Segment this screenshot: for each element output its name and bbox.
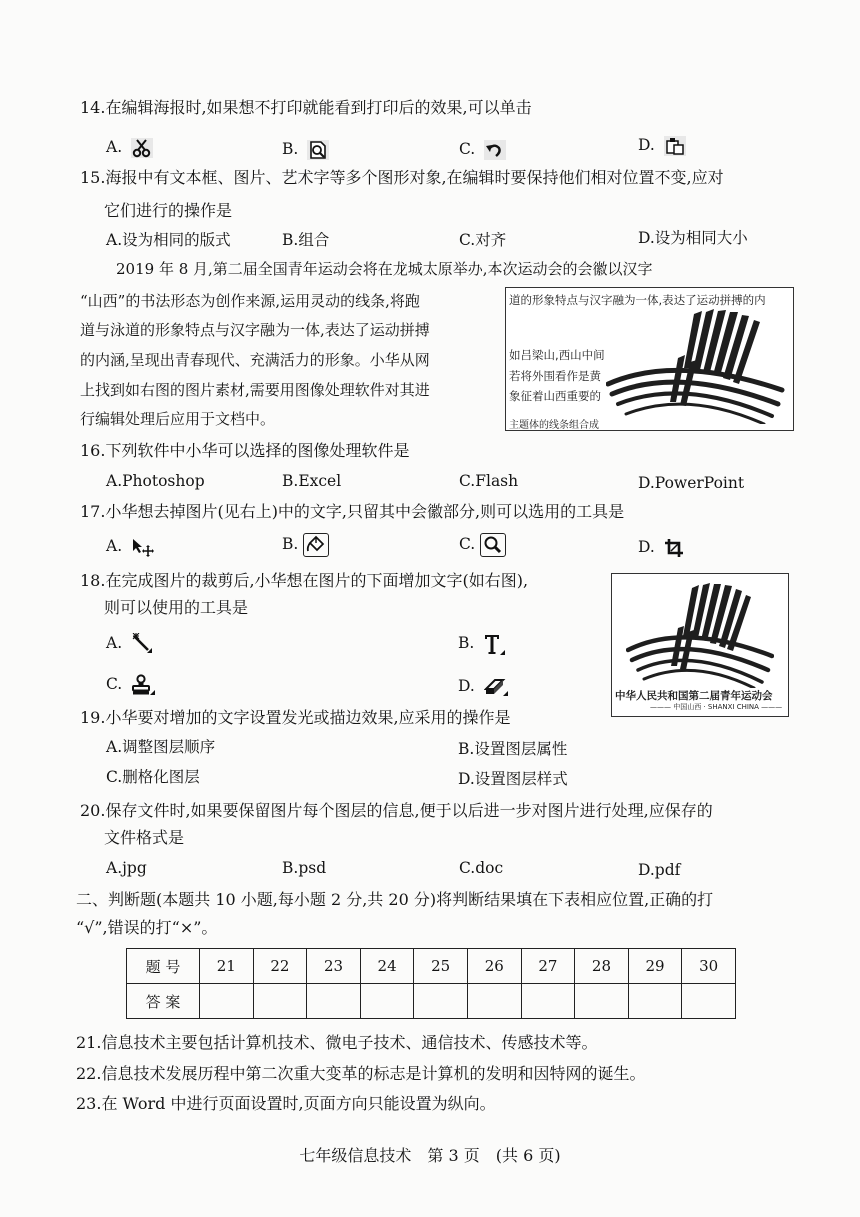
- statement-23: 23.在 Word 中进行页面设置时,页面方向只能设置为纵向。: [76, 1094, 496, 1113]
- games-emblem-graphic: [606, 306, 786, 424]
- answer-cell-29[interactable]: [628, 984, 682, 1019]
- q15-option-c: C.对齐: [459, 231, 507, 249]
- q18-stem-line1: 18.在完成图片的裁剪后,小华想在图片的下面增加文字(如右图),: [80, 571, 529, 590]
- undo-arrow-icon: [484, 140, 506, 160]
- image-caption: 中华人民共和国第二届青年运动会: [615, 690, 773, 702]
- image-text-4: 象征着山西重要的: [509, 389, 601, 403]
- q20-stem-line1: 20.保存文件时,如果要保留图片每个图层的信息,便于以后进一步对图片进行处理,应保存的: [80, 801, 713, 820]
- q20-option-d: D.pdf: [638, 861, 681, 879]
- table-row: [127, 949, 736, 984]
- table-cell-number: 29: [628, 949, 682, 984]
- q19-stem: 19.小华要对增加的文字设置发光或描边效果,应采用的操作是: [80, 708, 511, 727]
- q14-option-c: C.: [459, 138, 506, 160]
- q17-stem: 17.小华想去掉图片(见右上)中的文字,只留其中会徽部分,则可以选用的工具是: [80, 502, 625, 521]
- q16-option-d: D.PowerPoint: [638, 474, 745, 492]
- answer-cell-28[interactable]: [575, 984, 629, 1019]
- table-cell-number: 30: [682, 949, 736, 984]
- q19-option-c: C.删格化图层: [106, 768, 200, 786]
- cut-scissors-icon: [131, 138, 153, 158]
- table-cell-number: 24: [360, 949, 414, 984]
- emblem-source-image: [505, 287, 794, 431]
- section2-instruction-line2: “√”,错误的打“×”。: [76, 918, 218, 937]
- table-cell-number: 28: [575, 949, 629, 984]
- answer-cell-25[interactable]: [414, 984, 468, 1019]
- text-tool-icon: [483, 632, 505, 656]
- games-emblem-graphic: [626, 578, 774, 688]
- q16-option-c: C.Flash: [459, 472, 519, 490]
- clone-stamp-icon: [131, 674, 155, 696]
- q15-option-b: B.组合: [282, 231, 330, 249]
- q18-option-b: B.: [458, 632, 505, 656]
- q20-option-a: A.jpg: [106, 859, 147, 877]
- table-cell-number: 26: [467, 949, 521, 984]
- q20-stem-line2: 文件格式是: [104, 828, 185, 847]
- passage-line-3: 道与泳道的形象特点与汉字融为一体,表达了运动拼搏: [80, 321, 430, 339]
- paste-clipboard-icon: [664, 136, 686, 156]
- q15-option-d: D.设为相同大小: [638, 229, 748, 247]
- q16-option-b: B.Excel: [282, 472, 342, 490]
- passage-line-2: “山西”的书法形态为创作来源,运用灵动的线条,将跑: [80, 292, 420, 310]
- statement-22: 22.信息技术发展历程中第二次重大变革的标志是计算机的发明和因特网的诞生。: [76, 1064, 646, 1083]
- q19-option-b: B.设置图层属性: [458, 740, 568, 758]
- q20-option-c: C.doc: [459, 859, 504, 877]
- q17-option-c: C.: [459, 533, 506, 557]
- section2-instruction-line1: 二、判断题(本题共 10 小题,每小题 2 分,共 20 分)将判断结果填在下表相应位置,正确的打: [76, 890, 714, 909]
- q14-option-b: B.: [282, 138, 329, 160]
- q19-option-a: A.调整图层顺序: [106, 738, 216, 756]
- image-text-1: 道的形象特点与汉字融为一体,表达了运动拼搏的内: [509, 293, 766, 307]
- table-cell-number: 25: [414, 949, 468, 984]
- q14-option-d: D.: [638, 134, 686, 156]
- image-text-5: 主题体的线条组合成: [509, 420, 599, 431]
- q18-option-a: A.: [106, 632, 153, 655]
- q14-option-a: A.: [106, 136, 153, 158]
- passage-line-5: 上找到如右图的图片素材,需要用图像处理软件对其进: [80, 381, 430, 399]
- row-header-number: 题 号: [127, 949, 200, 984]
- q16-option-a: A.Photoshop: [106, 472, 205, 490]
- table-row: [127, 984, 736, 1019]
- print-preview-icon: [307, 140, 329, 160]
- statement-21: 21.信息技术主要包括计算机技术、微电子技术、通信技术、传感技术等。: [76, 1033, 598, 1052]
- image-subcaption: ——— 中国山西 · SHANXI CHINA ———: [650, 703, 783, 711]
- passage-line-4: 的内涵,呈现出青春现代、充满活力的形象。小华从网: [80, 351, 430, 369]
- answer-cell-24[interactable]: [360, 984, 414, 1019]
- image-text-2: 如吕梁山,西山中间: [509, 348, 605, 362]
- paint-bucket-icon: [303, 533, 329, 557]
- answer-cell-21[interactable]: [200, 984, 254, 1019]
- q19-option-d: D.设置图层样式: [458, 770, 568, 788]
- image-text-3: 若将外围看作是黄: [509, 369, 601, 383]
- q17-option-a: A.: [106, 535, 155, 557]
- passage-line-1: 2019 年 8 月,第二届全国青年运动会将在龙城太原举办,本次运动会的会徽以汉字: [116, 260, 653, 278]
- passage-line-6: 行编辑处理后应用于文档中。: [80, 410, 276, 428]
- q14-stem: 14.在编辑海报时,如果想不打印就能看到打印后的效果,可以单击: [80, 98, 532, 117]
- q15-option-a: A.设为相同的版式: [106, 231, 231, 249]
- magic-wand-icon: [131, 633, 153, 655]
- zoom-magnifier-icon: [480, 533, 506, 557]
- q16-stem: 16.下列软件中小华可以选择的图像处理软件是: [80, 441, 410, 460]
- answer-cell-30[interactable]: [682, 984, 736, 1019]
- table-cell-number: 22: [253, 949, 307, 984]
- table-cell-number: 23: [307, 949, 361, 984]
- q15-stem-line1: 15.海报中有文本框、图片、艺术字等多个图形对象,在编辑时要保持他们相对位置不变,应对: [80, 168, 724, 187]
- table-cell-number: 27: [521, 949, 575, 984]
- table-cell-number: 21: [200, 949, 254, 984]
- answer-table: [126, 948, 736, 1019]
- crop-tool-icon: [664, 538, 684, 558]
- eraser-tool-icon: [484, 677, 508, 697]
- q18-option-c: C.: [106, 673, 155, 696]
- q17-option-b: B.: [282, 533, 329, 557]
- move-tool-icon: [131, 537, 155, 557]
- q18-stem-line2: 则可以使用的工具是: [104, 598, 249, 617]
- answer-cell-22[interactable]: [253, 984, 307, 1019]
- q20-option-b: B.psd: [282, 859, 327, 877]
- q17-option-d: D.: [638, 536, 684, 558]
- answer-cell-27[interactable]: [521, 984, 575, 1019]
- q18-option-d: D.: [458, 675, 508, 697]
- answer-cell-23[interactable]: [307, 984, 361, 1019]
- q15-stem-line2: 它们进行的操作是: [104, 201, 233, 220]
- page-footer: 七年级信息技术 第 3 页 (共 6 页): [299, 1146, 561, 1165]
- answer-cell-26[interactable]: [467, 984, 521, 1019]
- row-header-answer: 答 案: [127, 984, 200, 1019]
- emblem-cropped-image: [611, 573, 789, 717]
